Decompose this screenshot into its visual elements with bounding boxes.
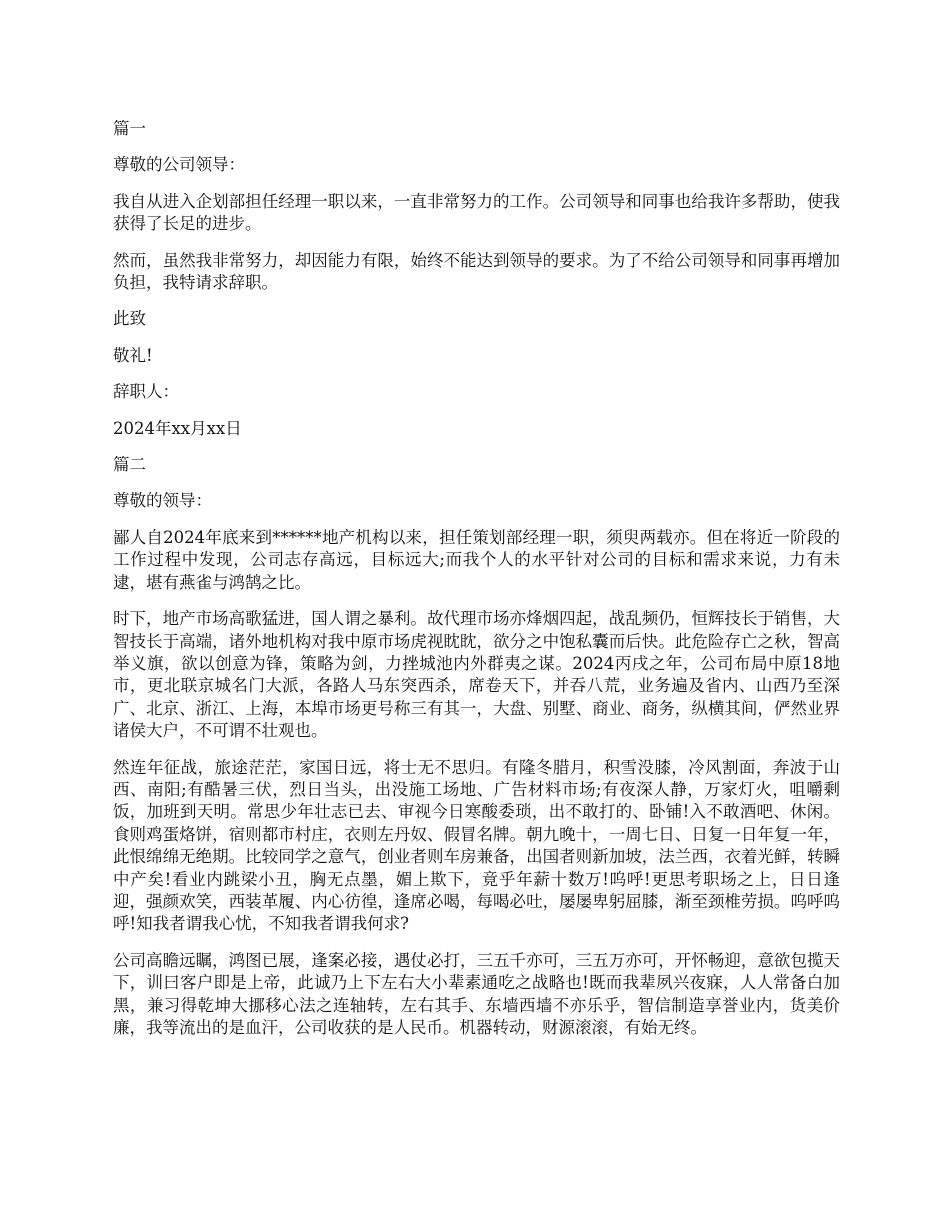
document-page — [113, 118, 840, 1053]
body-paragraph: 然连年征战，旅途茫茫，家国日远，将士无不思归。有隆冬腊月，积雪没膝，冷风割面，奔波于山西、南阳;有酷暑三伏，烈日当头，出没施工场地、广告材料市场;有夜深人静，万家灯火，咀嚼剩饭，加班到天明。常思少年壮志已去、审视今日寒酸委琐，出不敢打的、卧铺!入不敢酒吧、休闲。食则鸡蛋烙饼，宿则都市村庄，衣则左丹奴、假冒名牌。朝九晚十，一周七日、日复一日年复一年，此恨绵绵无绝期。比较同学之意气，创业者则车房兼备，出国者则新加坡，法兰西，衣着光鲜，转瞬中产矣!看业内跳梁小丑，胸无点墨，媚上欺下，竟乎年薪十数万!呜呼!更思考职场之上，日日逢迎，强颜欢笑，西装革履、内心彷徨，逢席必喝，每喝必吐，屡屡卑躬屈膝，渐至颈椎劳损。呜呼呜呼!知我者谓我心忧，不知我者谓我何求? — [113, 757, 840, 934]
section-heading-2: 篇二 — [113, 455, 146, 475]
closing-line: 敬礼! — [113, 345, 153, 365]
closing-line: 此致 — [113, 309, 146, 329]
body-paragraph: 公司高瞻远瞩，鸿图已展，逢案必接，遇仗必打，三五千亦可，三五万亦可，开怀畅迎，意欲包揽天下，训曰客户即是上帝，此诚乃上下左右大小辈素通吃之战略也!既而我辈夙兴夜寐，人人常备白加黑，兼习得乾坤大挪移心法之连轴转，左右其手、东墙西墙不亦乐乎，智信制造享誉业内，货美价廉，我等流出的是血汗，公司收获的是人民币。机器转动，财源滚滚，有始无终。 — [113, 950, 840, 1037]
body-paragraph: 时下，地产市场高歌猛进，国人谓之暴利。故代理市场亦烽烟四起，战乱频仍，恒辉技长于销售，大智技长于高端，诸外地机构对我中原市场虎视眈眈，欲分之中饱私囊而后快。此危险存亡之秋，智高举义旗，欲以创意为锋，策略为剑，力挫城池内外群夷之谋。2024丙戌之年，公司布局中原18地市，更北联京城名门大派，各路人马东突西杀，席卷天下，并吞八荒，业务遍及省内、山西乃至深广、北京、浙江、上海，本埠市场更号称三有其一，大盘、别墅、商业、商务，纵横其间，俨然业界诸侯大户，不可谓不壮观也。 — [113, 609, 840, 741]
body-paragraph: 然而，虽然我非常努力，却因能力有限，始终不能达到领导的要求。为了不给公司领导和同事再增加负担，我特请求辞职。 — [113, 250, 840, 293]
body-paragraph: 鄙人自2024年底来到******地产机构以来，担任策划部经理一职，须臾两载亦。但在将近一阶段的工作过程中发现，公司志存高远，目标远大;而我个人的水平针对公司的目标和需求来说，力有未逮，堪有燕雀与鸿鹄之比。 — [113, 527, 840, 592]
section-heading-1: 篇一 — [113, 119, 146, 138]
salutation-2: 尊敬的领导： — [113, 491, 212, 511]
salutation-1: 尊敬的公司领导： — [113, 155, 245, 175]
date-line: 2024年xx月xx日 — [113, 418, 242, 438]
body-paragraph: 我自从进入企划部担任经理一职以来，一直非常努力的工作。公司领导和同事也给我许多帮助，使我获得了长足的进步。 — [113, 191, 840, 234]
signature-label: 辞职人： — [113, 382, 179, 402]
